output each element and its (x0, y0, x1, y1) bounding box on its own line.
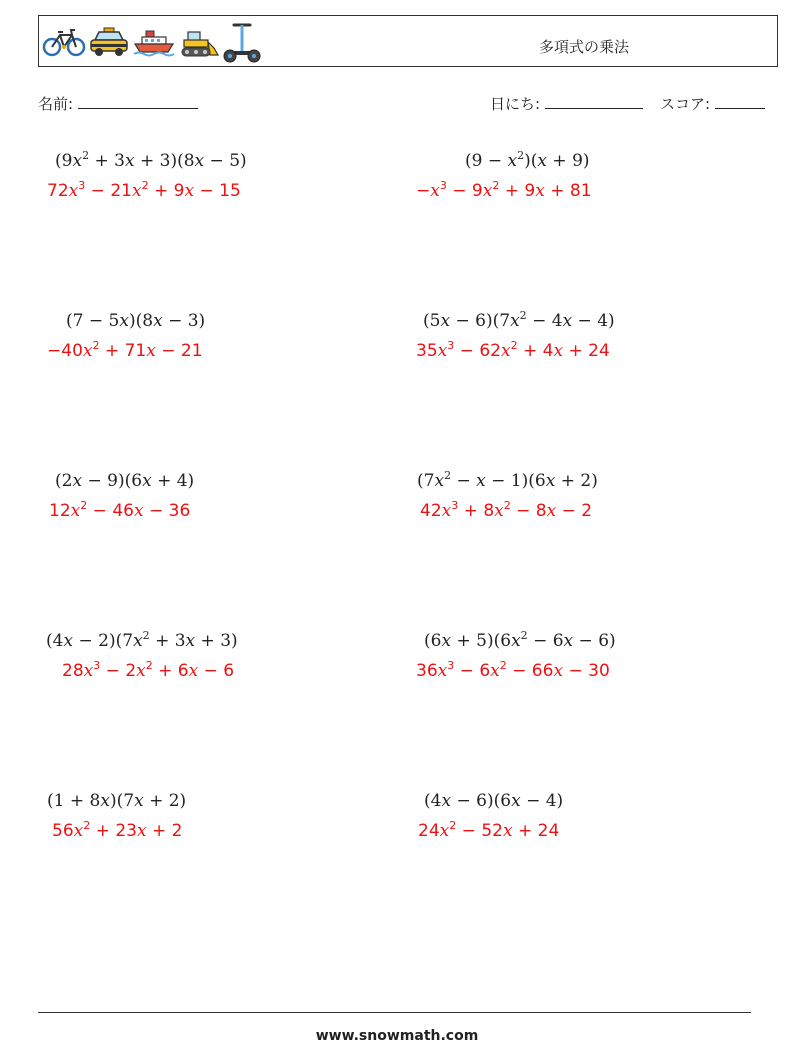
answer-10: $24x^2 - 52x + 24$ (418, 819, 560, 841)
ship-icon (132, 25, 176, 59)
footer-divider (38, 1012, 751, 1013)
worksheet-title: 多項式の乗法 (539, 38, 630, 56)
score-label: スコア: (660, 95, 711, 113)
score-blank[interactable] (715, 94, 765, 109)
problem-5: (2x − 9)(6x + 4) (55, 471, 195, 491)
name-label: 名前: (38, 95, 74, 113)
name-field[interactable] (38, 93, 198, 114)
worksheet-header (38, 15, 778, 67)
header-icons (42, 20, 262, 64)
bicycle-icon (42, 25, 86, 59)
problem-9: (1 + 8x)(7x + 2) (47, 791, 187, 811)
taxi-icon (88, 25, 130, 59)
answer-4: $35x^3 - 62x^2 + 4x + 24$ (416, 339, 610, 361)
problem-2: $(9 - x^2)(x + 9)$ (465, 149, 590, 171)
footer-url: www.snowmath.com (315, 1028, 479, 1044)
problem-10: (4x − 6)(6x − 4) (424, 791, 564, 811)
segway-icon (222, 20, 262, 64)
answer-6: $42x^3 + 8x^2 - 8x - 2$ (420, 499, 593, 521)
date-blank[interactable] (545, 94, 643, 109)
answer-2: $-x^3 - 9x^2 + 9x + 81$ (416, 179, 592, 201)
answer-5: $12x^2 - 46x - 36$ (49, 499, 191, 521)
problem-3: (7 − 5x)(8x − 3) (66, 311, 206, 331)
answer-1: $72x^3 - 21x^2 + 9x - 15$ (47, 179, 241, 201)
bulldozer-icon (178, 25, 220, 59)
date-label: 日にち: (490, 95, 541, 113)
answer-7: $28x^3 - 2x^2 + 6x - 6$ (62, 659, 235, 681)
answer-3: $-40x^2 + 71x - 21$ (47, 339, 203, 361)
date-field[interactable] (490, 93, 643, 114)
problem-6: $(7x^2 - x - 1)(6x + 2)$ (417, 469, 598, 491)
problem-7: $(4x - 2)(7x^2 + 3x + 3)$ (46, 629, 238, 651)
problem-4: $(5x - 6)(7x^2 - 4x - 4)$ (423, 309, 615, 331)
answer-9: $56x^2 + 23x + 2$ (52, 819, 183, 841)
name-blank[interactable] (78, 94, 198, 109)
answer-8: $36x^3 - 6x^2 - 66x - 30$ (416, 659, 610, 681)
problem-8: $(6x + 5)(6x^2 - 6x - 6)$ (424, 629, 616, 651)
score-field[interactable] (660, 93, 765, 114)
problem-1: $(9x^2 + 3x + 3)(8x - 5)$ (55, 149, 247, 171)
